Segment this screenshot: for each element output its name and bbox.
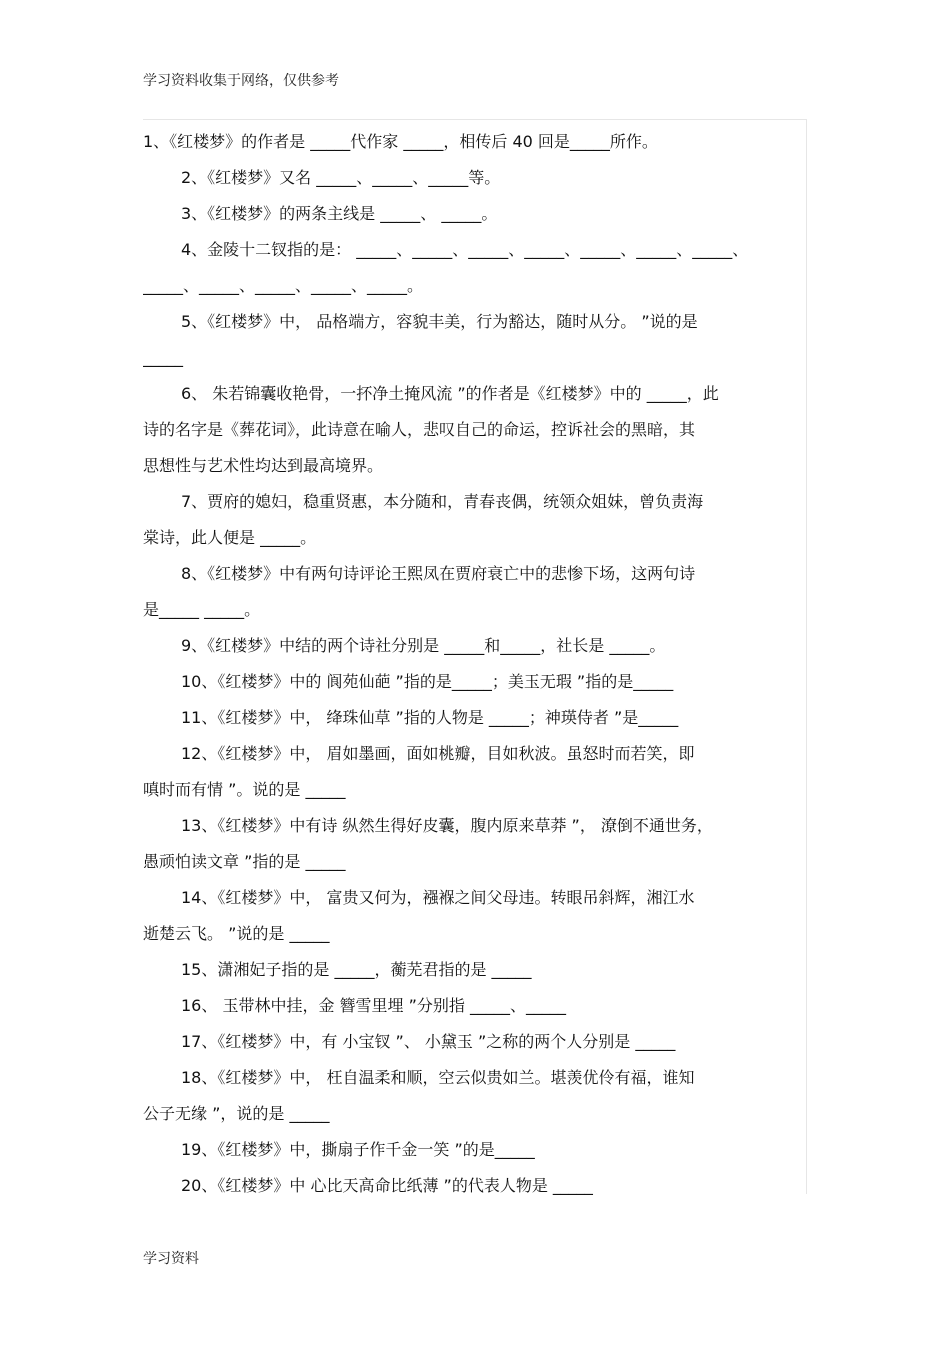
page-header: 学习资料收集于网络，仅供参考 [143,73,339,89]
page-footer: 学习资料 [143,1251,199,1267]
question-line: 愚顽怕读文章 ”指的是 _____ [143,852,346,871]
question-line: 逝楚云飞。 ”说的是 _____ [143,924,330,943]
question-line: _____ [143,348,183,367]
question-line: 9、《红楼梦》中结的两个诗社分别是 _____和_____，社长是 _____。 [181,636,666,655]
question-line: 11、《红楼梦》中， 绛珠仙草 ”指的人物是 _____；神瑛侍者 ”是_____ [181,708,679,727]
question-line: 20、《红楼梦》中 心比天高命比纸薄 ”的代表人物是 _____ [181,1176,593,1195]
question-line: 2、《红楼梦》又名 _____、_____、_____等。 [181,168,501,187]
question-line: 公子无缘 ”，说的是 _____ [143,1104,330,1123]
question-line: 嗔时而有情 ”。说的是 _____ [143,780,346,799]
question-line: 6、 朱若锦囊收艳骨，一抔净土掩风流 ”的作者是《红楼梦》中的 _____，此 [181,384,719,403]
question-line: 4、金陵十二钗指的是： _____、_____、_____、_____、_____、_____、_____、 [181,240,749,259]
question-line: 是_____ _____。 [143,600,261,619]
question-line: 17、《红楼梦》中，有 小宝钗 ”、 小黛玉 ”之称的两个人分别是 _____ [181,1032,676,1051]
question-line: _____、_____、_____、_____、_____。 [143,276,424,295]
frame-top-border [143,119,807,120]
question-line: 8、《红楼梦》中有两句诗评论王熙凤在贾府衰亡中的悲惨下场，这两句诗 [181,564,696,583]
question-line: 10、《红楼梦》中的 阆苑仙葩 ”指的是_____；美玉无瑕 ”指的是_____ [181,672,674,691]
question-line: 思想性与艺术性均达到最高境界。 [143,456,384,475]
question-line: 棠诗，此人便是 _____。 [143,528,317,547]
question-line: 19、《红楼梦》中，撕扇子作千金一笑 ”的是_____ [181,1140,535,1159]
question-line: 1、《红楼梦》的作者是 _____代作家 _____，相传后 40 回是_____所作。 [143,132,658,151]
question-list [143,124,807,1204]
question-line: 18、《红楼梦》中， 枉自温柔和顺，空云似贵如兰。堪羡优伶有福，谁知 [181,1068,695,1087]
question-line: 诗的名字是《葬花词》，此诗意在喻人，悲叹自己的命运，控诉社会的黑暗，其 [143,420,696,439]
question-line: 16、 玉带林中挂，金 簪雪里埋 ”分别指 _____、_____ [181,996,566,1015]
question-line: 14、《红楼梦》中， 富贵又何为，襁褓之间父母违。转眼吊斜辉，湘江水 [181,888,695,907]
question-line: 7、贾府的媳妇，稳重贤惠，本分随和，青春丧偶，统领众姐妹，曾负责海 [181,492,704,511]
question-line: 12、《红楼梦》中， 眉如墨画，面如桃瓣，目如秋波。虽怒时而若笑，即 [181,744,695,763]
question-line: 5、《红楼梦》中， 品格端方，容貌丰美，行为豁达，随时从分。 ”说的是 [181,312,698,331]
question-line: 15、潇湘妃子指的是 _____，蘅芜君指的是 _____ [181,960,532,979]
question-line: 3、《红楼梦》的两条主线是 _____、 _____。 [181,204,498,223]
question-line: 13、《红楼梦》中有诗 纵然生得好皮囊，腹内原来草莽 ”， 潦倒不通世务， [181,816,713,835]
